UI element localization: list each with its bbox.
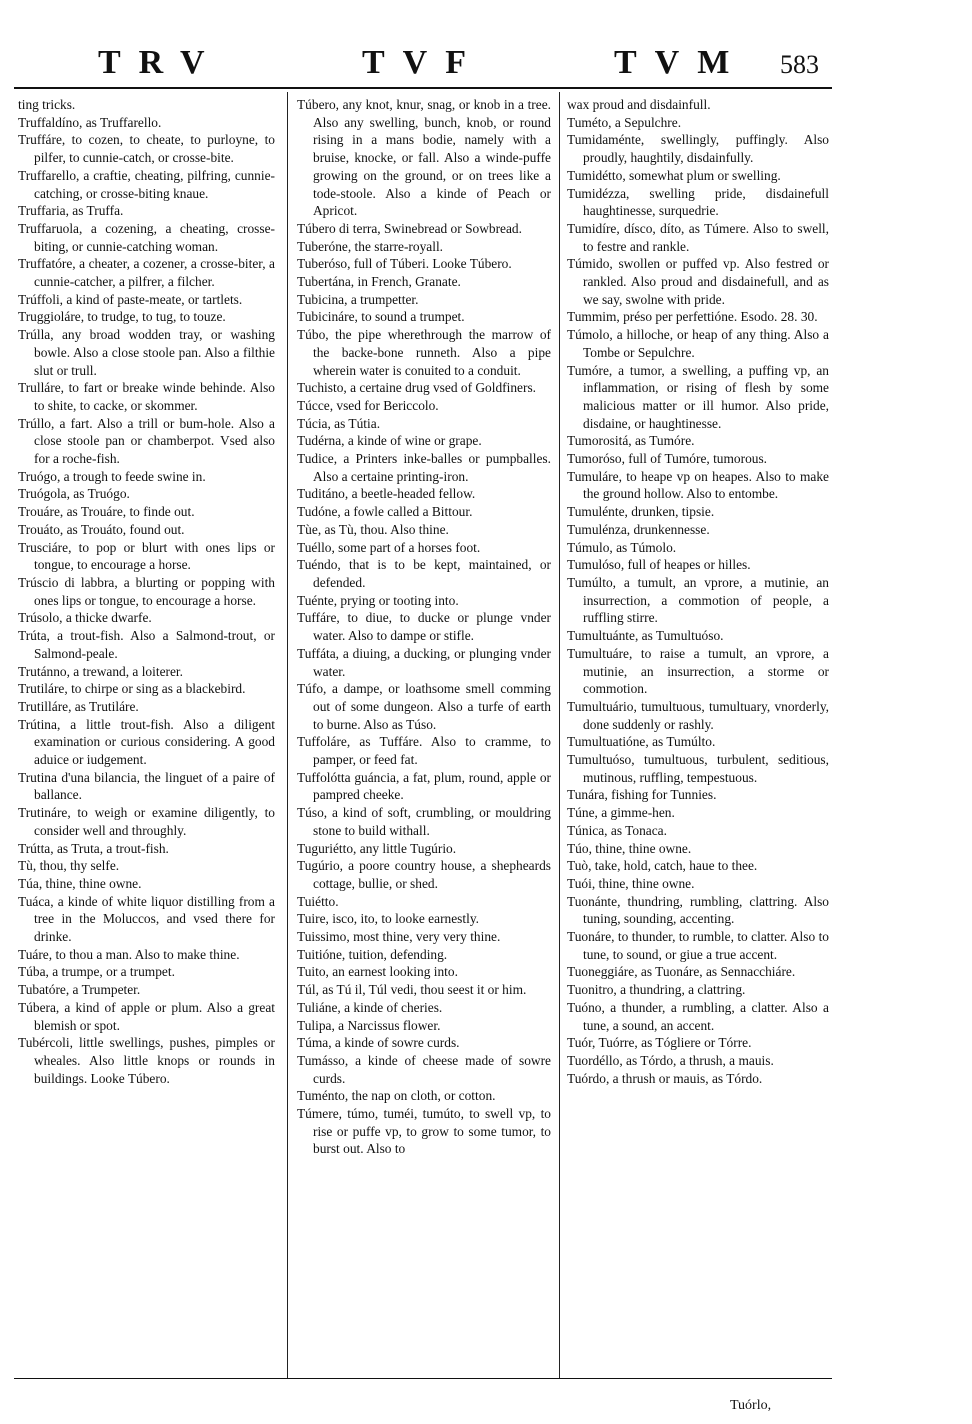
dictionary-entry: Tumultuário, tumultuous, tumultuary, vnorderly, done suddenly or rashly.	[567, 698, 829, 732]
dictionary-entry: Tummim, préso per perfettióne. Esodo. 28. 30.	[567, 309, 818, 325]
dictionary-entry: Túl, as Tú il, Túl vedi, thou seest it or him.	[297, 982, 527, 998]
dictionary-entry: Túmulo, as Túmolo.	[567, 539, 677, 555]
dictionary-entry: Trutina d'una bilancia, the linguet of a paire of ballance.	[18, 769, 275, 803]
dictionary-entry: Truffaria, as Truffa.	[18, 203, 124, 219]
dictionary-entry: Trútina, a little trout-fish. Also a diligent examination or curious considering. A good aduice or iudgement.	[18, 716, 275, 768]
dictionary-entry: ting tricks.	[18, 97, 76, 112]
header-center: TVF	[362, 44, 484, 81]
dictionary-entry: Tumulénte, drunken, tipsie.	[567, 504, 715, 520]
dictionary-entry: Tumásso, a kinde of cheese made of sowre curds.	[297, 1052, 551, 1086]
dictionary-entry: Túmolo, a hilloche, or heap of any thing. Also a Tombe or Sepulchre.	[567, 327, 829, 360]
dictionary-entry: Tuissimo, most thine, very very thine.	[297, 929, 501, 945]
dictionary-entry: Truógo, a trough to feede swine in.	[18, 468, 206, 484]
dictionary-entry: Truffaruola, a cozening, a cheating, crosse-biting, or cunnie-catching woman.	[18, 220, 275, 254]
dictionary-entry: Trutilláre, as Trutiláre.	[18, 698, 139, 714]
dictionary-entry: Tuonáre, to thunder, to rumble, to clatter. Also to tune, to sound, or giue a true accent.	[567, 929, 829, 962]
dictionary-entry: Truógola, as Truógo.	[18, 486, 130, 502]
dictionary-entry: Túa, thine, thine owne.	[18, 875, 142, 891]
dictionary-entry: Tuò, take, hold, catch, haue to thee.	[567, 858, 758, 874]
dictionary-entry: Tuffolótta guáncia, a fat, plum, round, apple or pampred cheeke.	[297, 769, 551, 803]
dictionary-entry: Tugúrio, a poore country house, a shepheards cottage, bullie, or shed.	[297, 858, 551, 891]
dictionary-entry: Tuénte, prying or tooting into.	[297, 592, 459, 608]
dictionary-entry: Truffaldíno, as Truffarello.	[18, 114, 162, 130]
dictionary-entry: Tumidíre, dísco, díto, as Túmere. Also to swell, to festre and rankle.	[567, 220, 829, 254]
dictionary-entry: Tuiétto.	[297, 893, 339, 909]
dictionary-entry: Tuffáre, to diue, to ducke or plunge vnder water. Also to dampe or stifle.	[297, 610, 551, 644]
dictionary-entry: Tùe, as Tù, thou. Also thine.	[297, 521, 449, 537]
dictionary-entry: Túmido, swollen or puffed vp. Also festred or rankled. Also proud and disdainefull, and as we say, swolne with pride.	[567, 256, 829, 307]
dictionary-entry: Truffarello, a craftie, cheating, pilfring, cunnie-catching, or crosse-biting knaue.	[18, 167, 275, 201]
dictionary-entry: wax proud and disdainfull.	[567, 97, 711, 112]
dictionary-entry: Tuire, isco, ito, to looke earnestly.	[297, 911, 479, 927]
dictionary-entry: Túfo, a dampe, or loathsome smell comming out of some dungeon. Also a turfe of earth to burne. Also as Túso.	[297, 681, 551, 732]
dictionary-entry: Tubicináre, to sound a trumpet.	[297, 309, 465, 325]
dictionary-entry: Túba, a trumpe, or a trumpet.	[18, 964, 175, 980]
dictionary-entry: Tuméto, a Sepulchre.	[567, 114, 682, 130]
dictionary-entry: Tumorositá, as Tumóre.	[567, 433, 695, 449]
dictionary-entry: Trúllo, a fart. Also a trill or bum-hole. Also a close stoole pan or chamberpot. Vsed also for a roche-fish.	[18, 415, 275, 467]
dictionary-entry: Tumidaménte, swellingly, puffingly. Also proudly, haughtily, disdainfully.	[567, 132, 829, 166]
dictionary-entry: Tuáca, a kinde of white liquor distilling from a tree in the Moluccos, and vsed there for drinke.	[18, 893, 275, 945]
dictionary-entry: Tuordéllo, as Tórdo, a thrush, a mauis.	[567, 1052, 774, 1068]
dictionary-entry: Trutánno, a trewand, a loiterer.	[18, 663, 183, 679]
running-header	[14, 44, 824, 88]
dictionary-entry: Túcce, vsed for Bericcolo.	[297, 397, 439, 413]
dictionary-entry: Tù, thou, thy selfe.	[18, 858, 120, 874]
dictionary-entry: Trulláre, to fart or breake winde behinde. Also to shite, to cacke, or skommer.	[18, 380, 275, 413]
dictionary-entry: Trutináre, to weigh or examine diligently, to consider well and throughly.	[18, 805, 275, 838]
dictionary-entry: Túcia, as Tútia.	[297, 415, 381, 431]
dictionary-entry: Tudice, a Printers inke-balles or pumpballes. Also a certaine printing-iron.	[297, 451, 551, 484]
dictionary-entry: Trútta, as Truta, a trout-fish.	[18, 840, 169, 856]
dictionary-entry: Tuberóne, the starre-royall.	[297, 238, 444, 254]
dictionary-entry: Túbero di terra, Swinebread or Sowbread.	[297, 220, 522, 236]
dictionary-entry: Tumuláre, to heape vp on heapes. Also to make the ground hollow. Also to entombe.	[567, 468, 829, 502]
dictionary-entry: Trúlla, any broad wodden tray, or washing bowle. Also a close stoole pan. Also a filthie slut or trull.	[18, 327, 275, 378]
dictionary-entry: Tumúlto, a tumult, an vprore, a mutinie, an insurrection, a commotion of people, a ruffling stirre.	[567, 574, 829, 626]
dictionary-entry: Tuóno, a thunder, a rumbling, a clatter. Also a tune, a sound, an accent.	[567, 999, 829, 1033]
column-right	[567, 96, 829, 1087]
dictionary-entry: Tumultuánte, as Tumultuóso.	[567, 628, 724, 644]
column-middle	[297, 96, 551, 1158]
dictionary-entry: Tumultuóso, tumultuous, turbulent, seditious, mutinous, ruffling, tempestuous.	[567, 752, 829, 785]
dictionary-entry: Trusciáre, to pop or blurt with ones lips or tongue, to encourage a horse.	[18, 539, 275, 573]
dictionary-entry: Tudóne, a fowle called a Bittour.	[297, 504, 473, 520]
dictionary-entry: Tuéndo, that is to be kept, maintained, or defended.	[297, 557, 551, 590]
header-right: TVM	[614, 44, 748, 81]
dictionary-entry: Tubertána, in French, Granate.	[297, 274, 461, 290]
dictionary-entry: Túnica, as Tonaca.	[567, 822, 667, 838]
dictionary-entry: Tuménto, the nap on cloth, or cotton.	[297, 1088, 496, 1104]
header-rule	[14, 87, 832, 89]
dictionary-entry: Tunára, fishing for Tunnies.	[567, 787, 717, 803]
column-divider-right	[559, 92, 560, 1378]
dictionary-entry: Tuitióne, tuition, defending.	[297, 946, 448, 962]
dictionary-entry: Túmere, túmo, tuméi, tumúto, to swell vp, to rise or puffe vp, to grow to some tumor, to burst out. Also to	[297, 1106, 551, 1157]
dictionary-entry: Túma, a kinde of sowre curds.	[297, 1035, 460, 1051]
dictionary-entry: Trouáre, as Trouáre, to finde out.	[18, 504, 195, 520]
dictionary-entry: Tuchisto, a certaine drug vsed of Goldfiners.	[297, 380, 536, 396]
dictionary-entry: Tumulóso, full of heapes or hilles.	[567, 557, 751, 573]
dictionary-entry: Tuffoláre, as Tuffáre. Also to cramme, to pamper, or feed fat.	[297, 734, 551, 768]
dictionary-entry: Tuéllo, some part of a horses foot.	[297, 539, 481, 555]
dictionary-entry: Tulipa, a Narcissus flower.	[297, 1017, 441, 1033]
dictionary-entry: Tubatóre, a Trumpeter.	[18, 982, 141, 998]
dictionary-entry: Túso, a kind of soft, crumbling, or mouldring stone to build withall.	[297, 805, 551, 838]
dictionary-entry: Tuoneggiáre, as Tuonáre, as Sennacchiáre.	[567, 964, 796, 980]
dictionary-entry: Tuonánte, thundring, rumbling, clattring. Also tuning, sounding, accenting.	[567, 893, 829, 927]
dictionary-entry: Tumidétto, somewhat plum or swelling.	[567, 167, 781, 183]
dictionary-entry: Trúta, a trout-fish. Also a Salmond-trout, or Salmond-peale.	[18, 628, 275, 661]
dictionary-entry: Tuórdo, a thrush or mauis, as Tórdo.	[567, 1070, 763, 1086]
dictionary-entry: Tuliáne, a kinde of cheries.	[297, 999, 443, 1015]
dictionary-entry: Truggioláre, to trudge, to tug, to touze.	[18, 309, 226, 325]
dictionary-entry: Tubércoli, little swellings, pushes, pimples or wheales. Also little knops or rounds in buildings. Looke Túbero.	[18, 1035, 275, 1086]
dictionary-entry: Trouáto, as Trouáto, found out.	[18, 521, 185, 537]
dictionary-entry: Truffatóre, a cheater, a cozener, a crosse-biter, a cunnie-catcher, a pilfrer, a filcher.	[18, 256, 275, 290]
dictionary-entry: Tuáre, to thou a man. Also to make thine.	[18, 946, 240, 962]
dictionary-entry: Tumoróso, full of Tumóre, tumorous.	[567, 451, 768, 467]
dictionary-entry: Túbo, the pipe wherethrough the marrow of the backe-bone runneth. Also a pipe wherein water is conuited to a conduit.	[297, 327, 551, 378]
dictionary-entry: Tuór, Tuórre, as Tógliere or Tórre.	[567, 1035, 752, 1051]
column-divider-left	[287, 92, 288, 1378]
dictionary-entry: Trutiláre, to chirpe or sing as a blackebird.	[18, 681, 246, 697]
dictionary-entry: Tumóre, a tumor, a swelling, a puffing vp, an inflammation, or rising of flesh by some malicious matter or ill humor. Also pride, disdaine, or haughtinesse.	[567, 362, 829, 431]
dictionary-entry: Túbera, a kind of apple or plum. Also a great blemish or spot.	[18, 999, 275, 1033]
dictionary-entry: Tuito, an earnest looking into.	[297, 964, 458, 980]
dictionary-entry: Trúffoli, a kind of paste-meate, or tartlets.	[18, 291, 243, 307]
page-number: 583	[780, 50, 819, 79]
header-left: TRV	[98, 44, 223, 81]
dictionary-entry: Tuffáta, a diuing, a ducking, or plunging vnder water.	[297, 645, 551, 679]
dictionary-entry: Túne, a gimme-hen.	[567, 805, 675, 821]
dictionary-entry: Tumulénza, drunkennesse.	[567, 521, 710, 537]
dictionary-entry: Tuditáno, a beetle-headed fellow.	[297, 486, 476, 502]
catchword: Tuórlo,	[730, 1398, 772, 1413]
dictionary-entry: Tuonitro, a thundring, a clattring.	[567, 982, 746, 998]
dictionary-entry: Trúscio di labbra, a blurting or popping with ones lips or tongue, to encourage a horse.	[18, 574, 275, 608]
dictionary-entry: Tudérna, a kinde of wine or grape.	[297, 433, 482, 449]
dictionary-entry: Túbero, any knot, knur, snag, or knob in a tree. Also any swelling, bunch, knob, or round rising in a mans bodie, namely with a bruise, knocke, or fall. Also a winde-puffe growing on the ground, or on trees like a tode-stoole. Also a kinde of Peach or Apricot.	[297, 97, 551, 219]
dictionary-entry: Túo, thine, thine owne.	[567, 840, 692, 856]
footer-rule	[14, 1378, 832, 1379]
dictionary-entry: Tumidézza, swelling pride, disdainefull haughtinesse, surquedrie.	[567, 185, 829, 219]
dictionary-entry: Trúsolo, a thicke dwarfe.	[18, 610, 152, 626]
dictionary-entry: Tuói, thine, thine owne.	[567, 875, 695, 891]
dictionary-entry: Tumultuatióne, as Tumúlto.	[567, 734, 716, 750]
dictionary-entry: Tumultuáre, to raise a tumult, an vprore, a mutinie, an insurrection, a storme or commotion.	[567, 645, 829, 697]
column-left	[18, 96, 275, 1087]
dictionary-entry: Tuberóso, full of Túberi. Looke Túbero.	[297, 256, 512, 272]
dictionary-entry: Tubicina, a trumpetter.	[297, 291, 419, 307]
dictionary-entry: Truffáre, to cozen, to cheate, to purloyne, to pilfer, to cunnie-catch, or crosse-bite.	[18, 132, 275, 166]
dictionary-entry: Tuguriétto, any little Tugúrio.	[297, 840, 457, 856]
